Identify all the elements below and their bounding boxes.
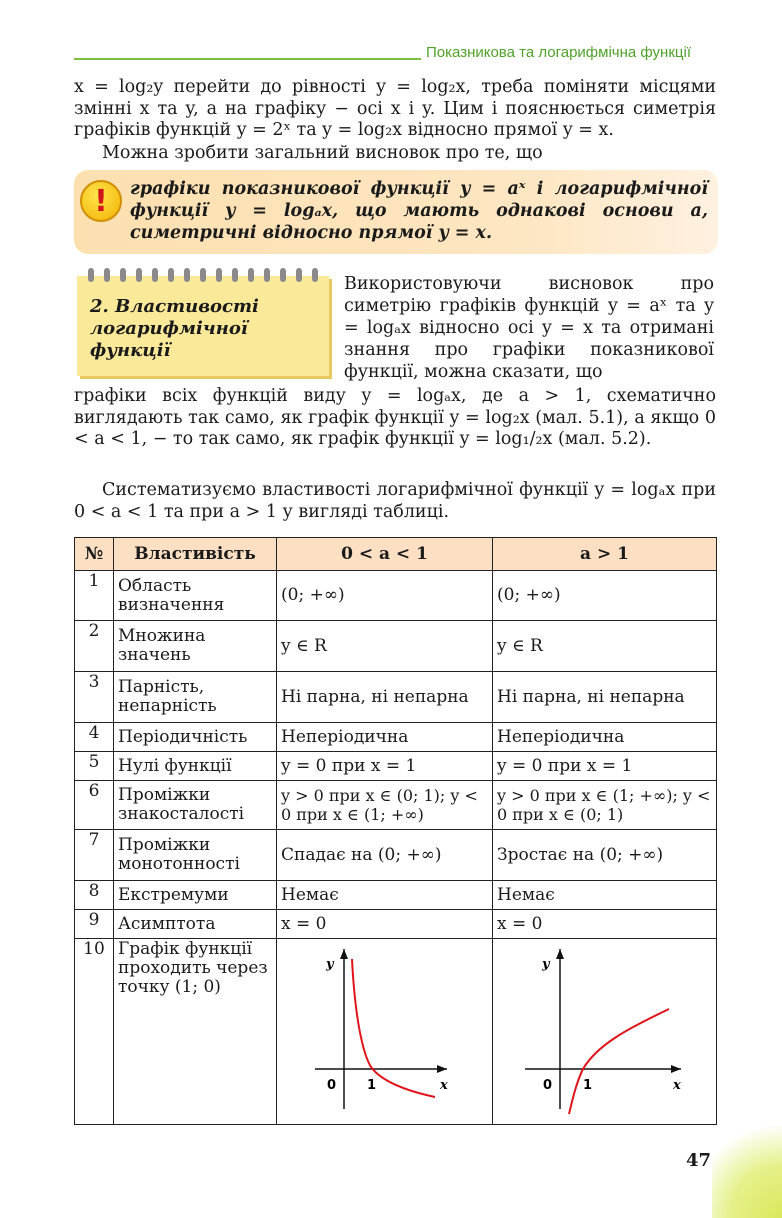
value-a-less-1: Ні парна, ні непарна — [277, 672, 493, 723]
table-row — [75, 571, 717, 621]
header-case-a-less-1: 0 < a < 1 — [277, 538, 493, 571]
property-name: Проміжки знакосталості — [114, 781, 277, 830]
value-a-less-1: (0; +∞) — [277, 571, 493, 621]
value-a-less-1: y ∈ R — [277, 621, 493, 672]
property-name: Проміжки монотонності — [114, 830, 277, 881]
value-a-greater-1: Неперіодична — [493, 723, 717, 752]
x-axis-arrow-icon — [437, 1065, 447, 1073]
property-name: Область визначення — [114, 571, 277, 621]
value-a-less-1: y > 0 при x ∈ (0; 1); y < 0 при x ∈ (1; +∞) — [277, 781, 493, 830]
y-axis-arrow-icon — [340, 949, 348, 959]
section-side-paragraph: Використовуючи висновок про симетрію графіків функцій y = aˣ та y = logₐx відносно осі y = x та отримані знання про графіки показникової функції, можна сказати, що — [344, 274, 714, 382]
row-number: 1 — [75, 571, 114, 621]
property-name: Графік функції проходить через точку (1; 0) — [114, 939, 277, 1125]
systematize-paragraph: Систематизуємо властивості логарифмічної функції y = logₐx при 0 < a < 1 та при a > 1 у вигляді таблиці. — [74, 480, 716, 522]
header-number: № — [75, 538, 114, 571]
y-axis-label: y — [542, 957, 550, 972]
intro-paragraph: x = log₂y перейти до рівності y = log₂x, треба поміняти місцями змінні x та y, а на графіку − осі x і y. Цим і пояснюється симетрія графіків функцій y = 2ˣ та y = log₂x відносно прямої y = x. — [74, 77, 716, 140]
graph-a-greater-1 — [493, 939, 717, 1125]
value-a-greater-1: x = 0 — [493, 910, 717, 939]
graph-a-less-1 — [277, 939, 493, 1125]
row-number: 3 — [75, 672, 114, 723]
origin-label: 0 — [543, 1078, 553, 1093]
property-name: Періодичність — [114, 723, 277, 752]
x-axis-label: x — [673, 1078, 681, 1093]
table-row — [75, 752, 717, 781]
one-label: 1 — [583, 1078, 593, 1093]
header-property: Властивість — [114, 538, 277, 571]
notepad-spiral-icon — [88, 268, 318, 282]
row-number: 6 — [75, 781, 114, 830]
row-number: 10 — [75, 939, 114, 1125]
value-a-greater-1: Немає — [493, 881, 717, 910]
table-row — [75, 830, 717, 881]
conclusion-lead: Можна зробити загальний висновок про те, що — [102, 143, 543, 163]
section-full-paragraph: графіки всіх функцій виду y = logₐx, де a > 1, схематично виглядають так само, як графік функції y = log₂x (мал. 5.1), а якщо 0 < a < 1, − то так само, як графік функції y = log₁/₂x (мал. 5.2). — [74, 386, 716, 449]
exclamation-icon: ! — [80, 180, 122, 222]
callout-text: графіки показникової функції y = aˣ і логарифмічної функції y = logₐx, що мають однакові основи a, симетричні відносно прямої y = x. — [130, 179, 708, 243]
table-row — [75, 723, 717, 752]
log-curve-increasing — [569, 1009, 669, 1114]
value-a-less-1: Неперіодична — [277, 723, 493, 752]
table-header-row — [75, 538, 717, 571]
value-a-greater-1: Зростає на (0; +∞) — [493, 830, 717, 881]
value-a-less-1: x = 0 — [277, 910, 493, 939]
value-a-greater-1: y > 0 при x ∈ (1; +∞); y < 0 при x ∈ (0; 1) — [493, 781, 717, 830]
x-axis-label: x — [440, 1078, 448, 1093]
table-row — [75, 881, 717, 910]
row-number: 2 — [75, 621, 114, 672]
y-axis-label: y — [326, 957, 334, 972]
value-a-less-1: Спадає на (0; +∞) — [277, 830, 493, 881]
table-row — [75, 672, 717, 723]
decreasing-log-graph — [277, 939, 491, 1123]
row-number: 7 — [75, 830, 114, 881]
property-name: Нулі функції — [114, 752, 277, 781]
section-title: 2. Властивості логарифмічної функції — [90, 296, 259, 361]
row-number: 5 — [75, 752, 114, 781]
value-a-greater-1: (0; +∞) — [493, 571, 717, 621]
value-a-greater-1: y ∈ R — [493, 621, 717, 672]
property-name: Екстремуми — [114, 881, 277, 910]
x-axis-arrow-icon — [671, 1065, 681, 1073]
value-a-greater-1: y = 0 при x = 1 — [493, 752, 717, 781]
row-number: 8 — [75, 881, 114, 910]
header-case-a-greater-1: a > 1 — [493, 538, 717, 571]
corner-leaf-decoration — [712, 1108, 782, 1218]
property-name: Асимптота — [114, 910, 277, 939]
page-number: 47 — [686, 1150, 712, 1171]
origin-label: 0 — [327, 1078, 337, 1093]
table-row — [75, 939, 717, 1125]
value-a-less-1: Немає — [277, 881, 493, 910]
table-row — [75, 781, 717, 830]
property-name: Парність, непарність — [114, 672, 277, 723]
running-header: Показникова та логарифмічна функції — [426, 44, 691, 61]
table-row — [75, 621, 717, 672]
log-curve-decreasing — [352, 959, 435, 1097]
y-axis-arrow-icon — [556, 949, 564, 959]
properties-table — [74, 537, 717, 1125]
property-name: Множина значень — [114, 621, 277, 672]
header-rule — [74, 58, 421, 60]
table-row — [75, 910, 717, 939]
one-label: 1 — [367, 1078, 377, 1093]
value-a-less-1: y = 0 при x = 1 — [277, 752, 493, 781]
row-number: 4 — [75, 723, 114, 752]
row-number: 9 — [75, 910, 114, 939]
value-a-greater-1: Ні парна, ні непарна — [493, 672, 717, 723]
increasing-log-graph — [493, 939, 715, 1123]
